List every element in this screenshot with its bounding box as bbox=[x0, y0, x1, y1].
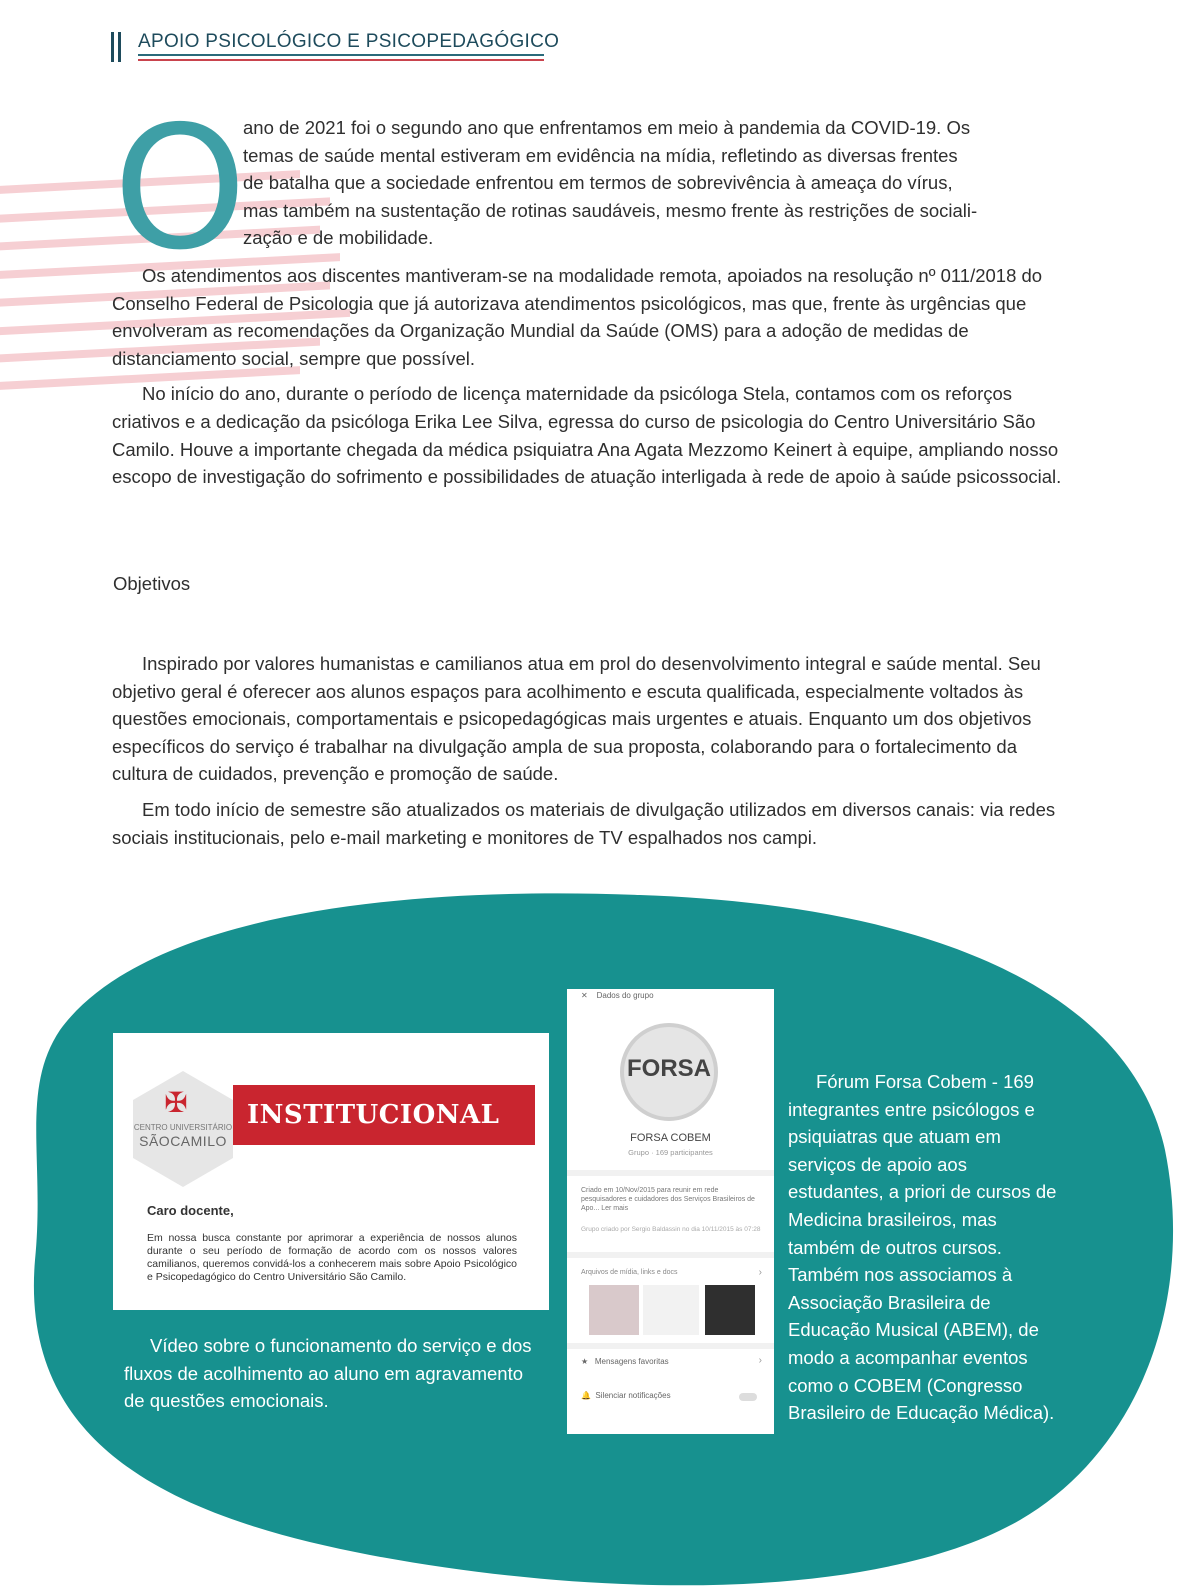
group-avatar-brand: FORSA bbox=[627, 1055, 711, 1082]
caption-video-text: Vídeo sobre o funcionamento do serviço e dos fluxos de acolhimento ao aluno em agravamento de questões emocionais. bbox=[124, 1335, 532, 1412]
intro-line: zação e de mobilidade. bbox=[243, 227, 434, 249]
close-icon: ✕ bbox=[581, 991, 588, 1000]
caption-forum bbox=[788, 1068, 1058, 1427]
email-greeting: Caro docente, bbox=[147, 1203, 234, 1218]
media-section-label: Arquivos de mídia, links e docs bbox=[581, 1269, 678, 1276]
media-thumbnail bbox=[643, 1285, 699, 1335]
paragraph-objectives: Inspirado por valores humanistas e camilianos atua em prol do desenvolvimento integral e saúde mental. Seu objetivo geral é oferecer aos alunos espaços para acolhimento e escuta qualificada, especialmente voltados às questões emocionais, comportamentais e psicopedagógicas mais urgentes e atuais. Enquanto um dos objetivos específicos do serviço é trabalhar na divulgação ampla de sua proposta, colaborando para o fortalecimento da cultura de cuidados, prevenção e promoção de saúde. bbox=[112, 653, 1041, 785]
group-info-title: Dados do grupo bbox=[596, 991, 654, 1000]
divider bbox=[567, 1252, 774, 1258]
logo-subtitle: CENTRO UNIVERSITÁRIO bbox=[133, 1123, 233, 1132]
group-description: Criado em 10/Nov/2015 para reunir em rede pesquisadores e cuidadores dos Serviços Brasileiros de Apo... Ler mais bbox=[581, 1187, 755, 1212]
paragraph-remote-care: Os atendimentos aos discentes mantiveram-se na modalidade remota, apoiados na resolução nº 011/2018 do Conselho Federal de Psicologia que já autorizava atendimentos psicológicos, mas que, frente às urgências que envolveram as recomendações da Organização Mundial da Saúde (OMS) para a adoção de medidas de distanciamento social, sempre que possível. bbox=[112, 265, 1043, 369]
intro-line: ano de 2021 foi o segundo ano que enfrentamos em meio à pandemia da COVID-19. Os bbox=[243, 117, 971, 138]
page-section-title: APOIO PSICOLÓGICO E PSICOPEDAGÓGICO bbox=[138, 31, 560, 52]
mute-toggle bbox=[739, 1393, 757, 1401]
group-created-meta: Grupo criado por Sergio Baldassin no dia 10/11/2015 às 07:28 bbox=[581, 1226, 761, 1233]
caption-forum-text: Fórum Forsa Cobem - 169 integrantes entre psicólogos e psiquiatras que atuam em serviços de apoio aos estudantes, a priori de cursos de Medicina brasileiros, mas também de outros cursos. Também nos associamos à Associação Brasileira de Educação Musical (ABEM), de modo a acompanhar eventos como o COBEM (Congresso Brasileiro de Educação Médica). bbox=[788, 1071, 1057, 1424]
media-thumbnail bbox=[705, 1285, 755, 1335]
intro-line: de batalha que a sociedade enfrentou em termos de sobrevivência à ameaça do vírus, bbox=[243, 172, 953, 194]
institutional-banner: INSTITUCIONAL bbox=[233, 1085, 535, 1145]
media-thumbnail bbox=[589, 1285, 639, 1335]
divider bbox=[567, 1170, 774, 1176]
institutional-email-image bbox=[113, 1033, 549, 1310]
star-icon: ★ bbox=[581, 1357, 589, 1366]
group-participants: Grupo · 169 participantes bbox=[628, 1148, 713, 1157]
logo-name: SÃOCAMILO bbox=[139, 1133, 227, 1149]
bell-icon: 🔔 bbox=[581, 1391, 591, 1400]
intro-line: mas também na sustentação de rotinas saudáveis, mesmo frente às restrições de sociali- bbox=[243, 199, 978, 221]
chevron-right-icon: › bbox=[758, 1267, 762, 1278]
divider bbox=[567, 1343, 774, 1349]
mute-notifications-label: Silenciar notificações bbox=[595, 1391, 671, 1400]
paragraph-dissemination: Em todo início de semestre são atualizados os materiais de divulgação utilizados em diversos canais: via redes sociais institucionais, pelo e-mail marketing e monitores de TV espalhados nos campi. bbox=[112, 798, 1056, 848]
paragraph-team: No início do ano, durante o período de licença maternidade da psicóloga Stela, contamos com os reforços criativos e a dedicação da psicóloga Erika Lee Silva, egressa do curso de psicologia do Centro Universitário São Camilo. Houve a importante chegada da médica psiquiatra Ana Agata Mezzomo Keinert à equipe, ampliando nosso escopo de investigação do sofrimento e possibilidades de atuação interligada à rede de apoio à saúde psicossocial. bbox=[112, 383, 1062, 488]
starred-messages-label: Mensagens favoritas bbox=[594, 1357, 669, 1366]
drop-cap: O bbox=[113, 90, 247, 288]
sao-camilo-cross-icon: ✠ bbox=[164, 1087, 188, 1118]
starred-messages-row bbox=[581, 1357, 669, 1366]
chevron-right-icon: › bbox=[758, 1355, 762, 1366]
group-info-header bbox=[567, 989, 774, 1009]
email-body: Em nossa busca constante por aprimorar a experiência de nossos alunos durante o seu período de formação de acordo com os nossos valores camilianos, queremos convidá-los a conhecerem mais sobre Apoio Psicológico e Psicopedagógico do Centro Universitário São Camilo. bbox=[147, 1232, 517, 1283]
whatsapp-group-screenshot bbox=[567, 989, 774, 1434]
intro-line: temas de saúde mental estiveram em evidência na mídia, refletindo as diversas frentes bbox=[243, 144, 958, 166]
caption-video bbox=[124, 1332, 544, 1415]
mute-notifications-row bbox=[581, 1391, 671, 1400]
section-heading-objetivos: Objetivos bbox=[113, 573, 191, 594]
group-name: FORSA COBEM bbox=[630, 1132, 711, 1144]
